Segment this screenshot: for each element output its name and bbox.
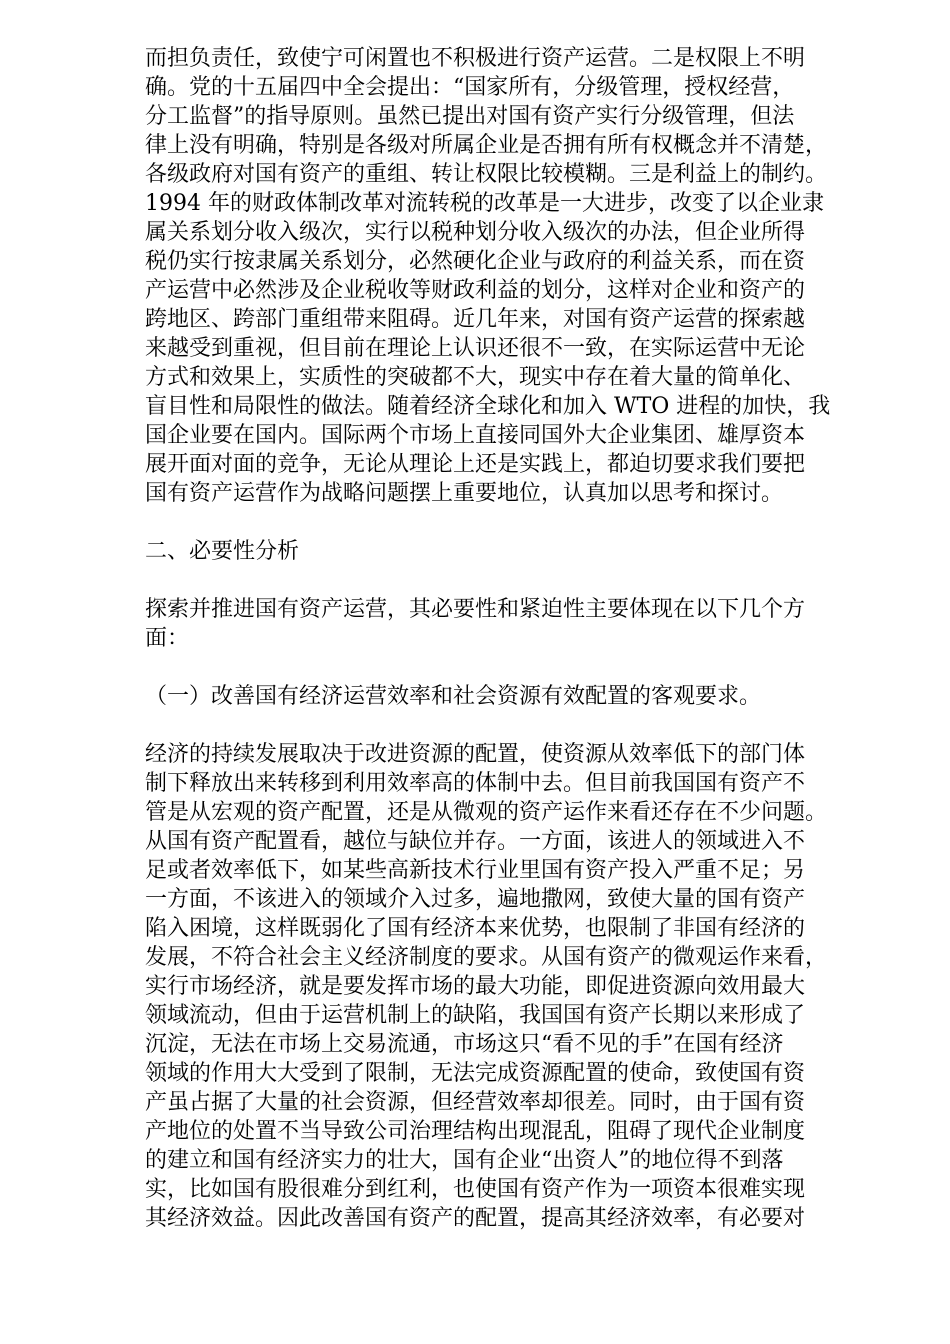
text-line: 展开面对面的竞争，无论从理论上还是实践上，都迫切要求我们要把 (145, 452, 806, 477)
text-line: 探索并推进国有资产运营，其必要性和紧迫性主要体现在以下几个方 (145, 597, 806, 622)
text-line: 确。党的十五届四中全会提出：“国家所有，分级管理，授权经营， (145, 75, 795, 100)
text-line: 领域流动，但由于运营机制上的缺陷，我国国有资产长期以来形成了 (145, 1003, 806, 1028)
section-heading: 二、必要性分析 (145, 539, 300, 564)
text-line: 来越受到重视，但目前在理论上认识还很不一致，在实际运营中无论 (145, 336, 806, 361)
paragraph-gap (145, 653, 875, 682)
text-line: 各级政府对国有资产的重组、转让权限比较模糊。三是利益上的制约。 (145, 162, 828, 187)
text-line: 面： (145, 626, 190, 651)
text-line: 方式和效果上，实质性的突破都不大，现实中存在着大量的简单化、 (145, 365, 806, 390)
paragraph-gap (145, 711, 875, 740)
text-line: 管是从宏观的资产配置，还是从微观的资产运作来看还存在不少问题。 (145, 800, 828, 825)
text-line: 国企业要在国内。国际两个市场上直接同国外大企业集团、雄厚资本 (145, 423, 806, 448)
text-line: 而担负责任，致使宁可闲置也不积极进行资产运营。二是权限上不明 (145, 46, 806, 71)
text-line: 经济的持续发展取决于改进资源的配置，使资源从效率低下的部门体 (145, 742, 806, 767)
text-line: 制下释放出来转移到利用效率高的体制中去。但目前我国国有资产不 (145, 771, 806, 796)
text-line: 盲目性和局限性的做法。随着经济全球化和加入 WTO 进程的加快，我 (145, 394, 831, 419)
text-line: 产地位的处置不当导致公司治理结构出现混乱，阻碍了现代企业制度 (145, 1119, 806, 1144)
paragraph-2 (145, 595, 875, 653)
paragraph-1 (145, 44, 875, 508)
text-line: 陷入困境，这样既弱化了国有经济本来优势，也限制了非国有经济的 (145, 916, 806, 941)
text-line: 税仍实行按隶属关系划分，必然硬化企业与政府的利益关系，而在资 (145, 249, 806, 274)
text-line: 1994 年的财政体制改革对流转税的改革是一大进步，改变了以企业隶 (145, 191, 824, 216)
text-line: 从国有资产配置看，越位与缺位并存。一方面，该进人的领域进入不 (145, 829, 806, 854)
text-line: 领域的作用大大受到了限制，无法完成资源配置的使命，致使国有资 (145, 1061, 806, 1086)
text-line: 一方面，不该进入的领域介入过多，遍地撒网，致使大量的国有资产 (145, 887, 806, 912)
paragraph-gap (145, 566, 875, 595)
paragraph-gap (145, 508, 875, 537)
subsection-heading: （一）改善国有经济运营效率和社会资源有效配置的客观要求。 (145, 684, 762, 709)
text-line: 实行市场经济，就是要发挥市场的最大功能，即促进资源向效用最大 (145, 974, 806, 999)
text-line: 产运营中必然涉及企业税收等财政利益的划分，这样对企业和资产的 (145, 278, 806, 303)
text-line: 其经济效益。因此改善国有资产的配置，提高其经济效率，有必要对 (145, 1206, 806, 1231)
text-line: 跨地区、跨部门重组带来阻碍。近几年来，对国有资产运营的探索越 (145, 307, 806, 332)
text-line: 产虽占据了大量的社会资源，但经营效率却很差。同时，由于国有资 (145, 1090, 806, 1115)
text-line: 沉淀，无法在市场上交易流通，市场这只“看不见的手”在国有经济 (145, 1032, 784, 1057)
document-page (145, 44, 875, 1233)
text-line: 国有资产运营作为战略问题摆上重要地位，认真加以思考和探讨。 (145, 481, 784, 506)
text-line: 律上没有明确，特别是各级对所属企业是否拥有所有权概念并不清楚， (145, 133, 828, 158)
text-line: 分工监督”的指导原则。虽然已提出对国有资产实行分级管理，但法 (145, 104, 795, 129)
text-line: 实，比如国有股很难分到红利，也使国有资产作为一项资本很难实现 (145, 1177, 806, 1202)
text-line: 属关系划分收入级次，实行以税种划分收入级次的办法，但企业所得 (145, 220, 806, 245)
text-line: 的建立和国有经济实力的壮大，国有企业“出资人”的地位得不到落 (145, 1148, 784, 1173)
paragraph-3 (145, 740, 875, 1233)
text-line: 发展，不符合社会主义经济制度的要求。从国有资产的微观运作来看， (145, 945, 828, 970)
text-line: 足或者效率低下，如某些高新技术行业里国有资产投入严重不足；另 (145, 858, 806, 883)
